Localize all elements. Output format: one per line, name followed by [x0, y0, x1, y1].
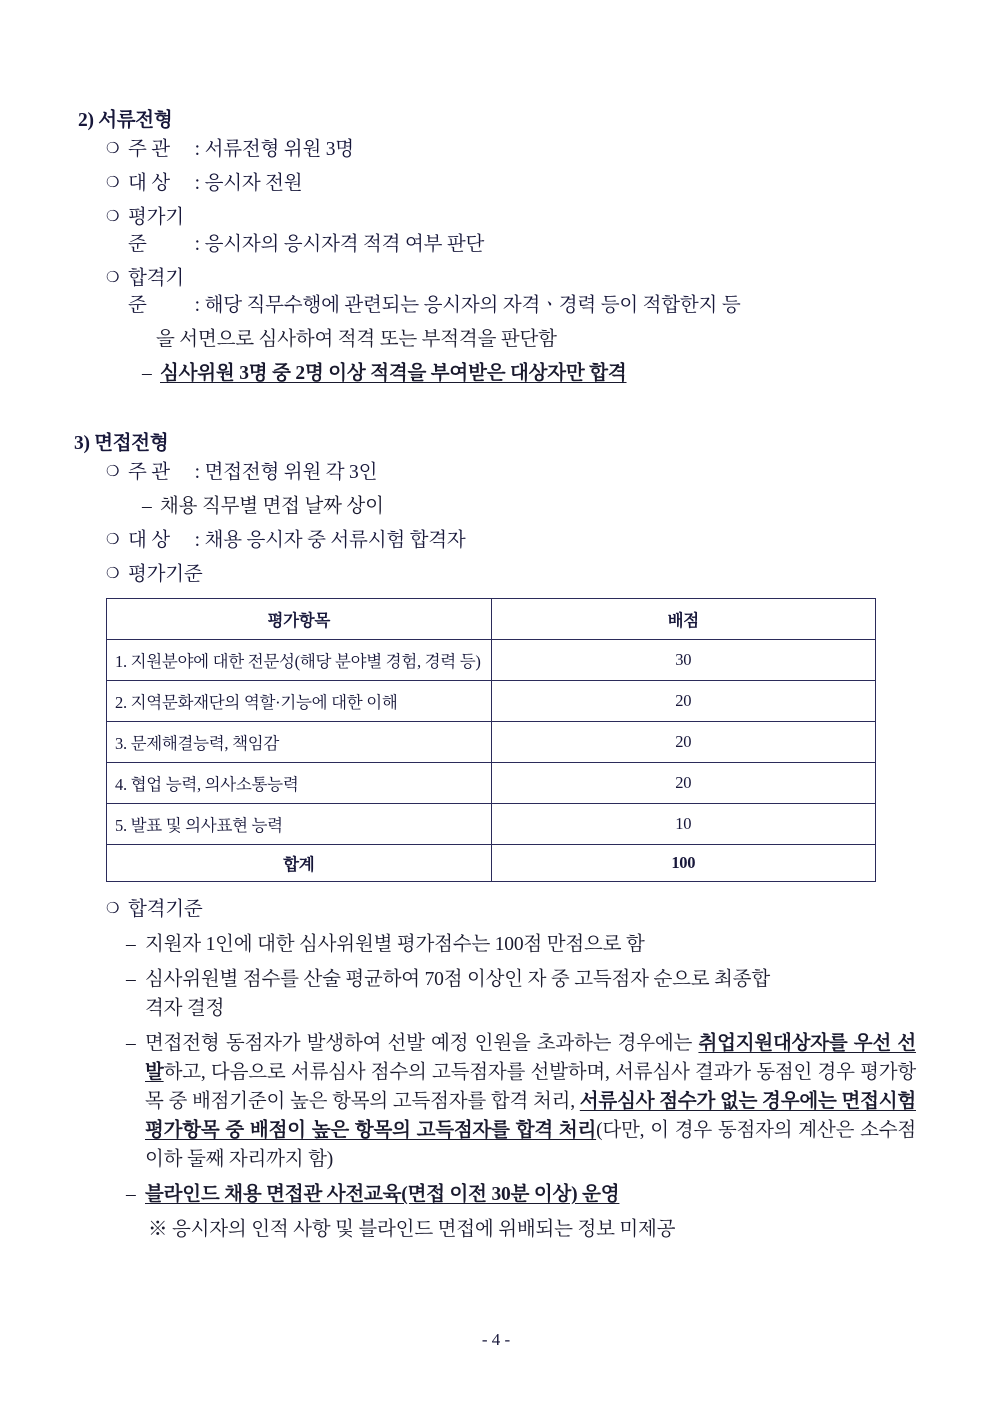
item-label: 대 상	[128, 530, 170, 551]
continuation-line: 을 서면으로 심사하여 적격 또는 부적격을 판단함	[156, 329, 557, 350]
pass-heading	[78, 896, 916, 923]
pass-part-emphasis-2: 서류심사 점수가 없는 경우에는 면접시험 평가항목 중 배점이 높은 항목의 고득점자를 합격 처리	[145, 1091, 916, 1141]
pass-part-emphasis-1: 취업지원대상자를 우선 선발	[145, 1033, 917, 1083]
list-item-text	[128, 459, 916, 486]
item-label: 평가기준	[128, 207, 184, 255]
cell-score: 30	[491, 640, 876, 681]
list-item-text	[128, 527, 916, 554]
item-separator: :	[190, 139, 205, 160]
pass-item-text	[145, 965, 916, 1023]
item-value: 면접전형 위원 각 3인	[204, 462, 378, 483]
cell-score: 20	[491, 763, 876, 804]
table-row	[107, 804, 876, 845]
table-row	[107, 722, 876, 763]
cell-total-score: 100	[491, 845, 876, 882]
pass-item-text: 지원자 1인에 대한 심사위원별 평가점수는 100점 만점으로 함	[145, 934, 645, 955]
cell-item: 2. 지역문화재단의 역할·기능에 대한 이해	[107, 681, 492, 722]
list-item-text	[128, 265, 916, 319]
column-header-item: 평가항목	[107, 599, 492, 640]
page-number: - 4 -	[481, 1330, 511, 1349]
list-item-text	[128, 204, 916, 258]
item-separator: :	[190, 234, 205, 255]
table-total-row	[107, 845, 876, 882]
criteria-heading	[78, 561, 916, 588]
pass-item	[78, 1180, 916, 1209]
circle-bullet-icon: ❍	[106, 566, 120, 582]
pass-part-plain-1: 면접전형 동점자가 발생하여 선발 예정 인원을 초과하는 경우에는	[145, 1033, 699, 1054]
pass-part-plain-2: 하고, 다음으로 서류심사 점수의 고득점자를 선발하며, 서류심사 결과가 동점인 경우 평가항목 중 배점기준이 높은 항목의 고득점자를 합격 처리,	[145, 1062, 916, 1112]
circle-bullet-icon: ❍	[106, 464, 120, 480]
list-item	[78, 265, 916, 319]
dash-icon: –	[126, 969, 136, 990]
section-title-3: 3) 면접전형	[74, 433, 169, 454]
circle-bullet-icon: ❍	[106, 532, 120, 548]
list-item-text	[128, 170, 916, 197]
section-2-list	[78, 136, 916, 387]
list-item	[78, 170, 916, 197]
item-separator: :	[190, 173, 205, 194]
cell-score: 20	[491, 722, 876, 763]
note-text: ※ 응시자의 인적 사항 및 블라인드 면접에 위배되는 정보 미제공	[148, 1219, 676, 1240]
pass-item-text: 블라인드 채용 면접관 사전교육(면접 이전 30분 이상) 운영	[145, 1184, 620, 1205]
dash-icon: –	[126, 1184, 136, 1205]
cell-item: 4. 협업 능력, 의사소통능력	[107, 763, 492, 804]
pass-part-plain-3: (다만, 이 경우 동점자의 계산은 소수점 이하 둘째 자리까지 함)	[145, 1120, 916, 1170]
cell-score: 20	[491, 681, 876, 722]
item-label: 주 관	[128, 462, 170, 483]
item-value: 응시자의 응시자격 적격 여부 판단	[204, 234, 485, 255]
item-separator: :	[190, 295, 205, 316]
section-title-2: 2) 서류전형	[78, 110, 173, 131]
list-item	[78, 136, 916, 163]
table-row	[107, 763, 876, 804]
item-separator: :	[190, 462, 205, 483]
item-value: 서류전형 위원 3명	[204, 139, 354, 160]
table-row	[107, 681, 876, 722]
item-label: 합격기준	[128, 268, 184, 316]
pass-criteria-block	[78, 896, 916, 1244]
emphasis-row	[78, 360, 916, 387]
circle-bullet-icon: ❍	[106, 901, 120, 917]
pass-item-line2: 격자 결정	[145, 998, 225, 1019]
cell-item: 5. 발표 및 의사표현 능력	[107, 804, 492, 845]
pass-heading-text: 합격기준	[128, 899, 203, 920]
list-item	[78, 527, 916, 554]
list-item	[78, 204, 916, 258]
item-separator: :	[190, 530, 205, 551]
sub-dash-text: 채용 직무별 면접 날짜 상이	[160, 496, 384, 517]
pass-item-line1: 심사위원별 점수를 산술 평균하여 70점 이상인 자 중 고득점자 순으로 최종합	[145, 969, 770, 990]
pass-item-text	[145, 1029, 916, 1174]
dash-icon: –	[142, 496, 152, 517]
item-label: 대 상	[128, 173, 170, 194]
item-value: 응시자 전원	[204, 173, 303, 194]
circle-bullet-icon: ❍	[106, 175, 120, 191]
table-row	[107, 640, 876, 681]
pass-item	[78, 930, 916, 959]
document-content	[74, 104, 917, 1244]
evaluation-table	[106, 598, 876, 882]
list-item	[78, 459, 916, 486]
dash-icon: –	[142, 363, 152, 384]
pass-item	[78, 1029, 916, 1174]
sub-dash-row	[78, 493, 916, 520]
dash-icon: –	[126, 1033, 136, 1054]
cell-item: 3. 문제해결능력, 책임감	[107, 722, 492, 763]
cell-item: 1. 지원분야에 대한 전문성(해당 분야별 경험, 경력 등)	[107, 640, 492, 681]
table-header-row	[107, 599, 876, 640]
emphasis-text: 심사위원 3명 중 2명 이상 적격을 부여받은 대상자만 합격	[160, 363, 627, 384]
pass-item	[78, 965, 916, 1023]
section-3-list	[78, 459, 916, 588]
circle-bullet-icon: ❍	[106, 270, 120, 286]
circle-bullet-icon: ❍	[106, 141, 120, 157]
item-label: 주 관	[128, 139, 170, 160]
circle-bullet-icon: ❍	[106, 209, 120, 225]
dash-icon: –	[126, 934, 136, 955]
criteria-heading-text: 평가기준	[128, 564, 203, 585]
item-value: 채용 응시자 중 서류시험 합격자	[204, 530, 466, 551]
item-value: 해당 직무수행에 관련되는 응시자의 자격ㆍ경력 등이 적합한지 등	[204, 295, 741, 316]
list-item-text	[128, 136, 916, 163]
cell-score: 10	[491, 804, 876, 845]
column-header-score: 배점	[491, 599, 876, 640]
cell-total-label: 합계	[107, 845, 492, 882]
